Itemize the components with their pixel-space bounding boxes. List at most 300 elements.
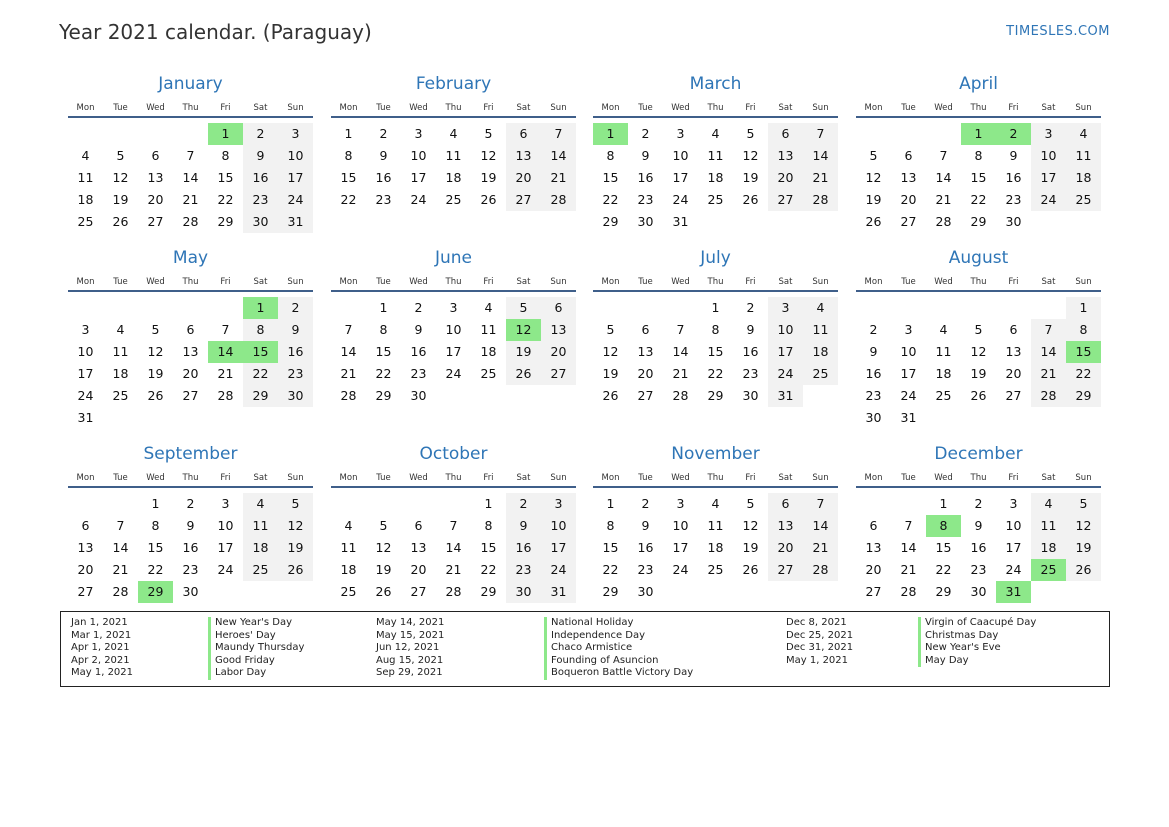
day-cell: 17 — [278, 167, 313, 189]
day-cell: 23 — [865, 388, 882, 403]
legend-holiday: Chaco Armistice — [544, 642, 693, 655]
day-cell: 4 — [711, 496, 720, 511]
day-cell: 15 — [707, 344, 724, 359]
day-cell: 2 — [243, 123, 278, 145]
day-cell: 29 — [602, 584, 619, 599]
month-name: July — [700, 248, 731, 268]
day-cell: 31 — [768, 385, 803, 407]
day-cell: 31 — [278, 211, 313, 233]
day-cell: 29 — [243, 385, 278, 407]
weekday-label: Fri — [220, 473, 231, 483]
legend-holiday: Independence Day — [544, 630, 693, 643]
day-cell: 25 — [1066, 189, 1101, 211]
day-cell: 10 — [541, 515, 576, 537]
day-cell: 4 — [1031, 493, 1066, 515]
month-name: January — [158, 74, 223, 94]
day-cell: 29 — [602, 214, 619, 229]
day-cell: 21 — [1031, 363, 1066, 385]
day-cell: 1 — [379, 300, 388, 315]
day-cell: 17 — [672, 170, 689, 185]
day-cell: 15 — [217, 170, 234, 185]
day-cell: 28 — [1031, 385, 1066, 407]
day-cell: 21 — [803, 537, 838, 559]
weekday-label: Mon — [76, 473, 95, 483]
weekday-label: Sun — [812, 103, 829, 113]
weekday-label: Sun — [287, 103, 304, 113]
day-cell: 10 — [900, 344, 917, 359]
legend-date: Dec 8, 2021 — [786, 617, 847, 628]
day-cell: 19 — [147, 366, 164, 381]
day-cell: 27 — [147, 214, 164, 229]
day-cell: 12 — [742, 148, 759, 163]
weekday-label: Thu — [182, 103, 199, 113]
day-cell: 17 — [77, 366, 94, 381]
weekday-label: Sun — [287, 473, 304, 483]
day-cell: 8 — [606, 148, 615, 163]
day-cell: 3 — [221, 496, 230, 511]
day-cell: 6 — [768, 123, 803, 145]
day-cell: 27 — [1005, 388, 1022, 403]
day-cell: 30 — [278, 385, 313, 407]
weekday-label: Thu — [707, 277, 724, 287]
day-cell: 11 — [77, 170, 94, 185]
day-cell: 14 — [541, 145, 576, 167]
day-cell: 23 — [182, 562, 199, 577]
weekday-label: Mon — [601, 473, 620, 483]
day-cell: 19 — [865, 192, 882, 207]
day-cell: 14 — [182, 170, 199, 185]
legend-date: May 15, 2021 — [376, 629, 445, 641]
day-cell: 14 — [445, 540, 462, 555]
site-link[interactable]: TIMESLES.COM — [1006, 24, 1110, 39]
weekday-label: Sat — [1041, 473, 1056, 483]
day-cell: 19 — [970, 366, 987, 381]
day-cell: 26 — [375, 584, 392, 599]
day-cell: 20 — [77, 562, 94, 577]
holiday-day-cell: 14 — [208, 341, 243, 363]
day-cell: 4 — [116, 322, 125, 337]
day-cell: 10 — [768, 319, 803, 341]
day-cell: 13 — [147, 170, 164, 185]
day-cell: 28 — [541, 189, 576, 211]
day-cell: 21 — [445, 562, 462, 577]
weekday-label: Mon — [864, 473, 883, 483]
day-cell: 25 — [340, 584, 357, 599]
holiday-day-cell: 12 — [506, 319, 541, 341]
day-cell: 1 — [484, 496, 493, 511]
day-cell: 19 — [1066, 537, 1101, 559]
day-cell: 17 — [1005, 540, 1022, 555]
day-cell: 27 — [410, 584, 427, 599]
day-cell: 7 — [344, 322, 353, 337]
day-cell: 18 — [1031, 537, 1066, 559]
day-cell: 18 — [935, 366, 952, 381]
month-name: May — [172, 248, 209, 268]
weekday-label: Sun — [550, 103, 567, 113]
day-cell: 9 — [641, 148, 650, 163]
legend-holiday: Boqueron Battle Victory Day — [544, 667, 693, 680]
day-cell: 20 — [147, 192, 164, 207]
weekday-label: Fri — [1008, 277, 1019, 287]
day-cell: 17 — [672, 540, 689, 555]
day-cell: 4 — [1066, 123, 1101, 145]
day-cell: 17 — [768, 341, 803, 363]
day-cell: 23 — [742, 366, 759, 381]
day-cell: 24 — [768, 363, 803, 385]
day-cell: 7 — [803, 493, 838, 515]
day-cell: 19 — [602, 366, 619, 381]
day-cell: 13 — [1005, 344, 1022, 359]
day-cell: 13 — [637, 344, 654, 359]
weekday-label: Fri — [220, 277, 231, 287]
day-cell: 24 — [900, 388, 917, 403]
weekday-label: Sun — [1075, 277, 1092, 287]
day-cell: 20 — [182, 366, 199, 381]
day-cell: 20 — [900, 192, 917, 207]
day-cell: 20 — [768, 537, 803, 559]
day-cell: 22 — [243, 363, 278, 385]
weekday-label: Wed — [934, 103, 953, 113]
month-rule — [331, 486, 576, 488]
weekday-label: Wed — [409, 473, 428, 483]
day-cell: 18 — [243, 537, 278, 559]
day-cell: 4 — [81, 148, 90, 163]
day-cell: 24 — [410, 192, 427, 207]
month-rule — [856, 290, 1101, 292]
day-cell: 26 — [147, 388, 164, 403]
holiday-day-cell: 1 — [593, 123, 628, 145]
day-cell: 9 — [414, 322, 423, 337]
day-cell: 22 — [217, 192, 234, 207]
day-cell: 7 — [116, 518, 125, 533]
day-cell: 16 — [865, 366, 882, 381]
day-cell: 6 — [1009, 322, 1018, 337]
day-cell: 19 — [742, 540, 759, 555]
day-cell: 15 — [375, 344, 392, 359]
day-cell: 22 — [340, 192, 357, 207]
day-cell: 12 — [147, 344, 164, 359]
weekday-label: Thu — [445, 103, 462, 113]
day-cell: 23 — [410, 366, 427, 381]
day-cell: 9 — [186, 518, 195, 533]
day-cell: 16 — [243, 167, 278, 189]
day-cell: 2 — [641, 496, 650, 511]
day-cell: 10 — [410, 148, 427, 163]
day-cell: 31 — [900, 410, 917, 425]
day-cell: 14 — [900, 540, 917, 555]
day-cell: 1 — [606, 496, 615, 511]
weekday-label: Sat — [516, 473, 531, 483]
day-cell: 3 — [541, 493, 576, 515]
day-cell: 13 — [900, 170, 917, 185]
day-cell: 8 — [711, 322, 720, 337]
legend-holiday: Founding of Asuncion — [544, 655, 693, 668]
holiday-day-cell: 25 — [1031, 559, 1066, 581]
holiday-day-cell: 29 — [138, 581, 173, 603]
day-cell: 26 — [602, 388, 619, 403]
day-cell: 3 — [1031, 123, 1066, 145]
legend-col2-dates — [376, 617, 444, 680]
month-rule — [331, 290, 576, 292]
day-cell: 2 — [506, 493, 541, 515]
weekday-label: Wed — [146, 473, 165, 483]
day-cell: 22 — [480, 562, 497, 577]
day-cell: 26 — [865, 214, 882, 229]
legend-holiday: Maundy Thursday — [208, 642, 304, 655]
day-cell: 8 — [484, 518, 493, 533]
weekday-label: Thu — [445, 277, 462, 287]
day-cell: 10 — [672, 518, 689, 533]
day-cell: 16 — [970, 540, 987, 555]
day-cell: 17 — [410, 170, 427, 185]
day-cell: 18 — [803, 341, 838, 363]
day-cell: 30 — [637, 214, 654, 229]
day-cell: 27 — [506, 189, 541, 211]
day-cell: 1 — [939, 496, 948, 511]
day-cell: 18 — [480, 344, 497, 359]
day-cell: 2 — [379, 126, 388, 141]
day-cell: 9 — [1009, 148, 1018, 163]
day-cell: 25 — [112, 388, 129, 403]
legend-date: Jan 1, 2021 — [71, 617, 128, 628]
day-cell: 23 — [278, 363, 313, 385]
weekday-label: Mon — [601, 277, 620, 287]
month-name: February — [415, 74, 492, 94]
day-cell: 27 — [768, 189, 803, 211]
holiday-legend — [60, 611, 1110, 687]
day-cell: 27 — [865, 584, 882, 599]
day-cell: 13 — [541, 319, 576, 341]
day-cell: 10 — [672, 148, 689, 163]
weekday-label: Fri — [483, 277, 494, 287]
day-cell: 13 — [410, 540, 427, 555]
day-cell: 1 — [1066, 297, 1101, 319]
weekday-label: Tue — [901, 277, 916, 287]
day-cell: 11 — [707, 148, 724, 163]
day-cell: 5 — [746, 126, 755, 141]
weekday-label: Sun — [812, 277, 829, 287]
day-cell: 25 — [243, 559, 278, 581]
legend-date: Apr 1, 2021 — [71, 642, 130, 654]
day-cell: 28 — [445, 584, 462, 599]
day-cell: 15 — [970, 170, 987, 185]
day-cell: 4 — [243, 493, 278, 515]
day-cell: 30 — [1005, 214, 1022, 229]
weekday-label: Fri — [1008, 103, 1019, 113]
day-cell: 24 — [672, 192, 689, 207]
day-cell: 3 — [81, 322, 90, 337]
day-cell: 16 — [637, 540, 654, 555]
weekday-label: Thu — [707, 103, 724, 113]
day-cell: 14 — [1031, 341, 1066, 363]
day-cell: 20 — [1005, 366, 1022, 381]
legend-date: May 1, 2021 — [786, 654, 849, 666]
legend-holiday: National Holiday — [544, 617, 693, 630]
holiday-day-cell: 1 — [208, 123, 243, 145]
day-cell: 19 — [506, 341, 541, 363]
day-cell: 16 — [375, 170, 392, 185]
month-name: March — [689, 74, 742, 94]
day-cell: 24 — [445, 366, 462, 381]
day-cell: 26 — [742, 192, 759, 207]
legend-date: May 14, 2021 — [376, 617, 445, 628]
day-cell: 17 — [900, 366, 917, 381]
day-cell: 5 — [869, 148, 878, 163]
day-cell: 24 — [1031, 189, 1066, 211]
day-cell: 21 — [672, 366, 689, 381]
day-cell: 2 — [746, 300, 755, 315]
day-cell: 5 — [151, 322, 160, 337]
day-cell: 1 — [151, 496, 160, 511]
day-cell: 8 — [606, 518, 615, 533]
weekday-label: Tue — [638, 473, 653, 483]
day-cell: 14 — [803, 145, 838, 167]
day-cell: 21 — [217, 366, 234, 381]
legend-date: Dec 31, 2021 — [786, 642, 854, 654]
month-name: August — [948, 248, 1009, 268]
day-cell: 11 — [480, 322, 497, 337]
weekday-label: Sun — [1075, 103, 1092, 113]
day-cell: 4 — [484, 300, 493, 315]
day-cell: 6 — [869, 518, 878, 533]
day-cell: 28 — [340, 388, 357, 403]
day-cell: 18 — [1066, 167, 1101, 189]
holiday-day-cell: 1 — [961, 123, 996, 145]
day-cell: 4 — [711, 126, 720, 141]
day-cell: 13 — [77, 540, 94, 555]
day-cell: 22 — [1066, 363, 1101, 385]
day-cell: 2 — [186, 496, 195, 511]
day-cell: 6 — [81, 518, 90, 533]
day-cell: 2 — [869, 322, 878, 337]
weekday-label: Thu — [970, 103, 987, 113]
day-cell: 11 — [1031, 515, 1066, 537]
day-cell: 8 — [1066, 319, 1101, 341]
day-cell: 29 — [1066, 385, 1101, 407]
day-cell: 8 — [221, 148, 230, 163]
day-cell: 7 — [449, 518, 458, 533]
day-cell: 9 — [869, 344, 878, 359]
day-cell: 9 — [746, 322, 755, 337]
weekday-label: Sun — [550, 277, 567, 287]
day-cell: 11 — [803, 319, 838, 341]
day-cell: 20 — [541, 341, 576, 363]
day-cell: 9 — [243, 145, 278, 167]
weekday-label: Fri — [220, 103, 231, 113]
day-cell: 11 — [445, 148, 462, 163]
day-cell: 26 — [480, 192, 497, 207]
day-cell: 22 — [147, 562, 164, 577]
day-cell: 26 — [742, 562, 759, 577]
day-cell: 15 — [935, 540, 952, 555]
day-cell: 6 — [641, 322, 650, 337]
day-cell: 27 — [77, 584, 94, 599]
month-rule — [593, 116, 838, 118]
day-cell: 12 — [970, 344, 987, 359]
day-cell: 18 — [112, 366, 129, 381]
day-cell: 28 — [112, 584, 129, 599]
day-cell: 3 — [676, 496, 685, 511]
day-cell: 31 — [672, 214, 689, 229]
day-cell: 21 — [935, 192, 952, 207]
weekday-label: Sat — [253, 473, 268, 483]
day-cell: 26 — [278, 559, 313, 581]
day-cell: 18 — [707, 170, 724, 185]
day-cell: 16 — [182, 540, 199, 555]
day-cell: 27 — [637, 388, 654, 403]
day-cell: 12 — [1066, 515, 1101, 537]
day-cell: 9 — [506, 515, 541, 537]
month-rule — [856, 486, 1101, 488]
day-cell: 20 — [768, 167, 803, 189]
day-cell: 28 — [803, 559, 838, 581]
weekday-label: Mon — [339, 473, 358, 483]
day-cell: 15 — [480, 540, 497, 555]
day-cell: 3 — [449, 300, 458, 315]
weekday-label: Mon — [864, 103, 883, 113]
weekday-label: Fri — [483, 473, 494, 483]
day-cell: 25 — [480, 366, 497, 381]
weekday-label: Thu — [182, 277, 199, 287]
day-cell: 14 — [803, 515, 838, 537]
day-cell: 9 — [379, 148, 388, 163]
holiday-day-cell: 1 — [243, 297, 278, 319]
day-cell: 29 — [970, 214, 987, 229]
day-cell: 21 — [803, 167, 838, 189]
day-cell: 8 — [974, 148, 983, 163]
weekday-label: Wed — [671, 473, 690, 483]
day-cell: 15 — [602, 170, 619, 185]
day-cell: 13 — [768, 145, 803, 167]
day-cell: 24 — [672, 562, 689, 577]
legend-date: Jun 12, 2021 — [376, 642, 440, 654]
day-cell: 12 — [742, 518, 759, 533]
day-cell: 19 — [742, 170, 759, 185]
day-cell: 18 — [340, 562, 357, 577]
day-cell: 26 — [506, 363, 541, 385]
weekday-label: Tue — [376, 473, 391, 483]
day-cell: 19 — [278, 537, 313, 559]
day-cell: 28 — [672, 388, 689, 403]
month-rule — [593, 486, 838, 488]
day-cell: 23 — [637, 192, 654, 207]
legend-col3-dates — [786, 617, 853, 667]
day-cell: 22 — [602, 192, 619, 207]
day-cell: 9 — [278, 319, 313, 341]
legend-date: May 1, 2021 — [71, 667, 134, 679]
day-cell: 12 — [480, 148, 497, 163]
day-cell: 6 — [541, 297, 576, 319]
day-cell: 25 — [935, 388, 952, 403]
day-cell: 24 — [541, 559, 576, 581]
day-cell: 13 — [506, 145, 541, 167]
weekday-label: Sun — [1075, 473, 1092, 483]
day-cell: 28 — [900, 584, 917, 599]
day-cell: 11 — [707, 518, 724, 533]
day-cell: 3 — [768, 297, 803, 319]
weekday-label: Mon — [339, 277, 358, 287]
legend-date: Mar 1, 2021 — [71, 629, 132, 641]
day-cell: 23 — [506, 559, 541, 581]
day-cell: 2 — [278, 297, 313, 319]
weekday-label: Wed — [934, 473, 953, 483]
day-cell: 23 — [637, 562, 654, 577]
day-cell: 15 — [340, 170, 357, 185]
day-cell: 19 — [375, 562, 392, 577]
day-cell: 20 — [410, 562, 427, 577]
day-cell: 7 — [221, 322, 230, 337]
day-cell: 11 — [935, 344, 952, 359]
